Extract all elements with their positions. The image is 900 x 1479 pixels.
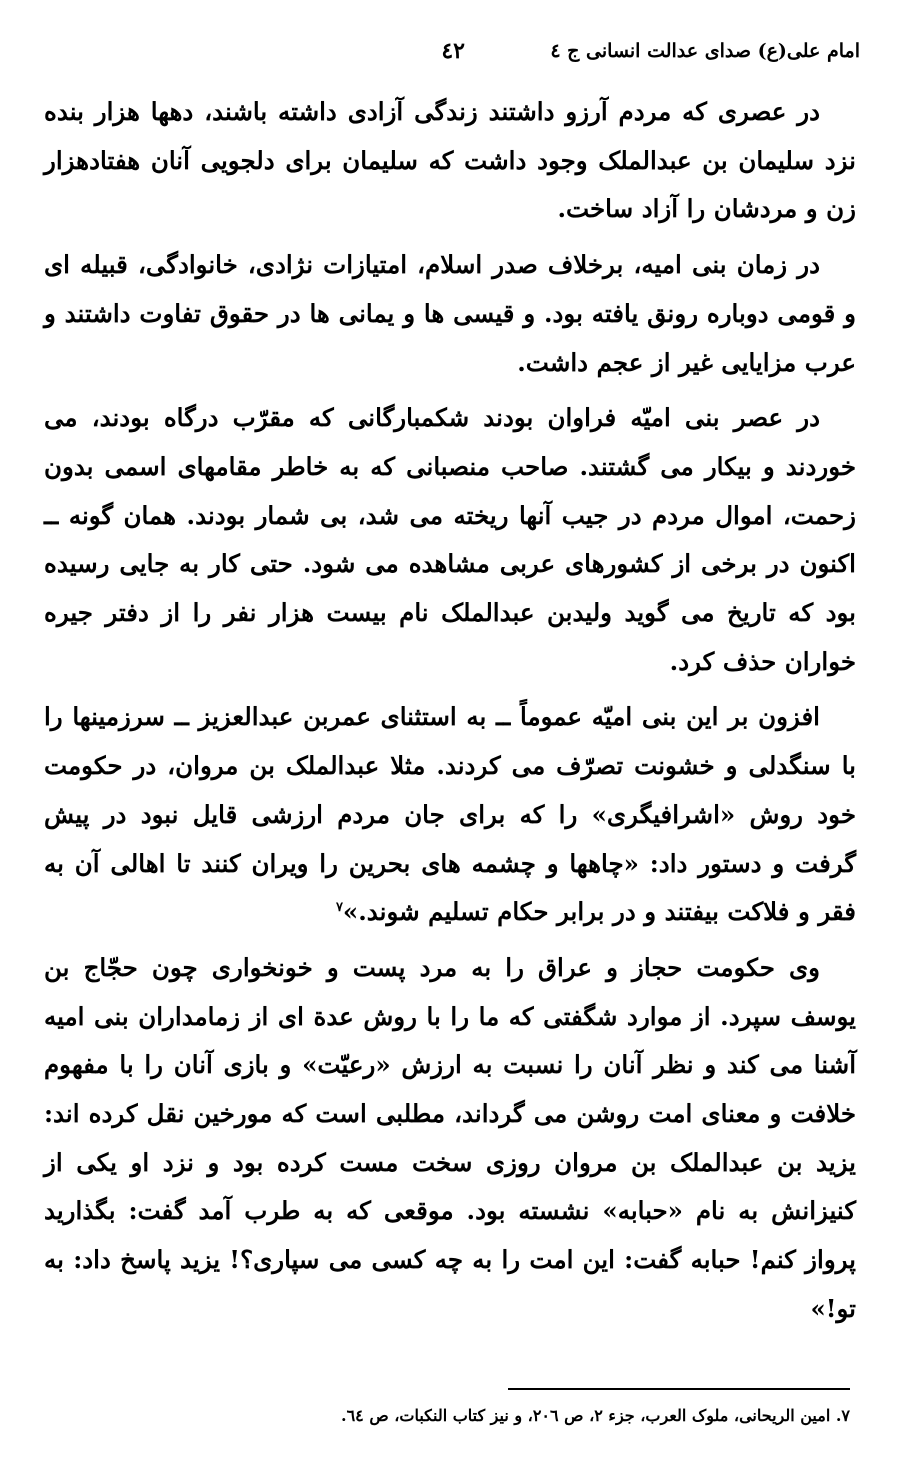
paragraph-2: در زمان بنی امیه، برخلاف صدر اسلام، امتیازات نژادی، خانوادگی، قبیله ای و قومی دوباره رونق یافته بود. و قیسی ها و یمانی ها در حقوق تفاوت داشتند و عرب مزایایی غیر از عجم داشت.: [44, 250, 856, 377]
paragraph-4: [44, 693, 856, 937]
footnote: ٧. امین الریحانی، ملوک العرب، جزء ٢، ص ٢٠٦، و نیز کتاب النکبات، ص ٦٤.: [340, 1406, 850, 1425]
running-header: [180, 40, 860, 74]
footnote-divider: [508, 1388, 850, 1390]
page-number: ٤٢: [441, 38, 465, 64]
paragraph-3: در عصر بنی امیّه فراوان بودند شکمبارگانی که مقرّب درگاه بودند، می خوردند و بیکار می گشتند. صاحب منصبانی که به خاطر مقامهای اسمی بدون زحمت، اموال مردم در جیب آنها ریخته می شد، بی شمار بودند. همان گونه ــ اکنون در برخی از کشورهای عربی مشاهده می شود. حتی کار به جایی رسیده بود که تاریخ می گوید ولیدبن عبدالملک نام بیست هزار نفر را از دفتر جیره خواران حذف کرد.: [44, 403, 856, 676]
book-title: امام علی(ع) صدای عدالت انسانی ج ٤: [550, 40, 860, 62]
paragraph-5: وی حکومت حجاز و عراق را به مرد پست و خونخواری چون حجّاج بن یوسف سپرد. از موارد شگفتی که ما را با روش عدة ای از زمامداران بنی امیه آشنا می کند و نظر آنان را نسبت به ارزش «رعیّت» و بازی آنان را با مفهوم خلافت و معنای امت روشن می گرداند، مطلبی است که مورخین نقل کرده اند: یزید بن عبدالملک بن مروان روزی سخت مست کرده بود و نزد او یکی از کنیزانش به نام «حبابه» نشسته بود. موقعی که به طرب آمد گفت: بگذارید پرواز کنم! حبابه گفت: این امت را به چه کسی می سپاری؟! یزید پاسخ داد: به تو!»: [44, 952, 856, 1323]
body-text: [44, 88, 856, 1341]
paragraph-1: در عصری که مردم آرزو داشتند زندگی آزادی داشته باشند، دهها هزار بنده نزد سلیمان بن عبدالملک وجود داشت که سلیمان برای دلجویی آنان هفتادهزار زن و مردشان را آزاد ساخت.: [44, 97, 856, 224]
footnote-reference: ٧: [335, 900, 343, 916]
paragraph-4-text: افزون بر این بنی امیّه عموماً ــ به استثنای عمربن عبدالعزیز ــ سرزمینها را با سنگدلی و خشونت تصرّف می کردند. مثلا عبدالملک بن مروان، در حکومت خود روش «اشرافیگری» را که برای جان مردم ارزشی قایل نبود در پیش گرفت و دستور داد: «چاهها و چشمه های بحرین را ویران کنند تا اهالی آن به فقر و فلاکت بیفتند و در برابر حکام تسلیم شوند.»: [44, 702, 856, 927]
